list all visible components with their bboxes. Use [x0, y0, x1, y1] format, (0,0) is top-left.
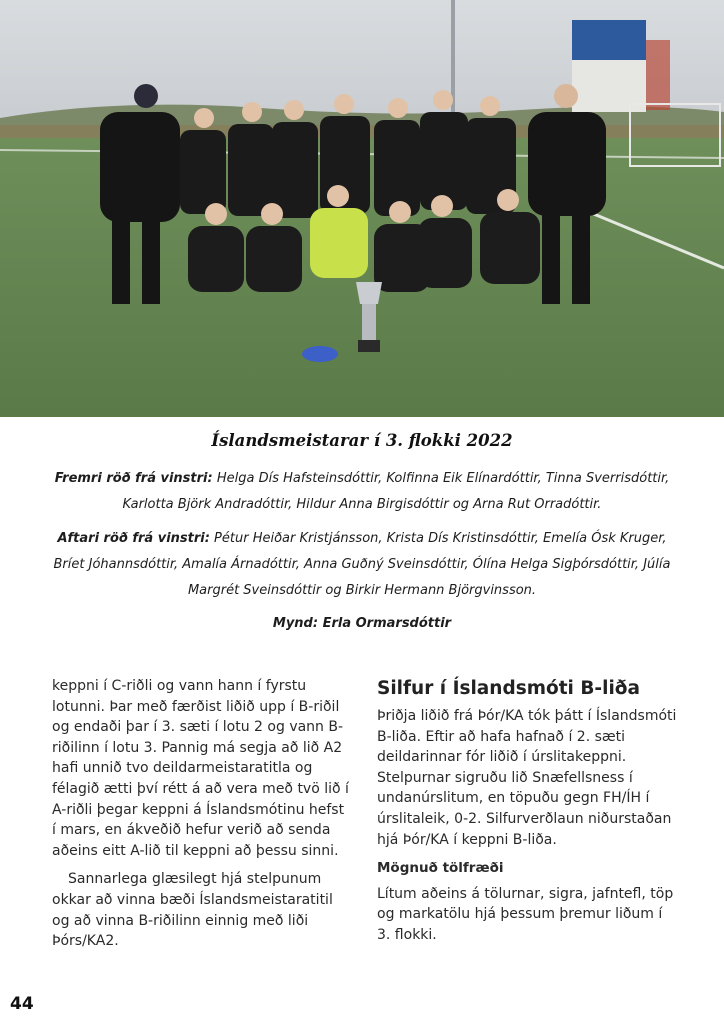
back-row-label: Aftari röð frá vinstri:	[57, 531, 210, 546]
left-paragraph-1: keppni í C-riðli og vann hann í fyrstu lotunni. Þar með færðist liðið upp í B-riðil og endaði þar í 3. sæti í lotu 2 og vann B-riðilinn í lotu 3. Pannig má segja að lið A2 hafi unnið tvo deildarmeistaratitla og félagið ætti því rétt á að vera með tvö lið í A-riðli þegar keppni á Íslandsmótinu hefst í mars, en ákveðið hefur verið að senda aðeins eitt A-lið til keppni að þessu sinni.	[52, 678, 349, 859]
caption-title: Íslandsmeistarar í 3. flokki 2022	[211, 431, 513, 450]
right-column	[377, 676, 679, 946]
photo-credit: Mynd: Erla Ormarsdóttir	[272, 616, 452, 631]
team-photo	[0, 0, 724, 417]
front-row-names: Helga Dís Hafsteinsdóttir, Kolfinna Eik Elínardóttir, Tinna Sverrisdóttir, Karlotta Björk Andradóttir, Hildur Anna Birgisdóttir og Arna Rut Orradóttir.	[122, 471, 670, 512]
caption-front-row	[40, 466, 684, 518]
page-number: 44	[10, 994, 34, 1014]
section-subheading: Mögnuð tölfræði	[377, 860, 504, 877]
left-paragraph-2: Sannarlega glæsilegt hjá stelpunum okkar að vinna bæði Íslandsmeistaratitil og að vinna B-riðilinn einnig með liði Þórs/KA2.	[52, 871, 333, 950]
back-row-names: Pétur Heiðar Kristjánsson, Krista Dís Kristinsdóttir, Emelía Ósk Kruger, Bríet Jóhannsdóttir, Amalía Árnadóttir, Anna Guðný Sveinsdóttir, Ólína Helga Sigþórsdóttir, Júlía Margrét Sveinsdóttir og Birkir Hermann Björgvinsson.	[53, 531, 671, 598]
left-column	[52, 676, 352, 952]
section-heading: Silfur í Íslandsmóti B-liða	[377, 678, 640, 699]
caption-back-row	[40, 526, 684, 604]
right-paragraph-1: Þriðja liðið frá Þór/KA tók þátt í Íslandsmóti B-liða. Eftir að hafa hafnað í 2. sæti deildarinnar fór liðið í úrslitakeppni. Stelpurnar sigruðu lið Snæfellsness í undanúrslitum, en töpuðu gegn FH/ÍH í úrslitaleik, 0-2. Silfurverðlaun niðurstaðan hjá Þór/KA í keppni B-liða.	[377, 708, 677, 848]
right-paragraph-2: Lítum aðeins á tölurnar, sigra, jafntefl, töp og markatölu hjá þessum þremur liðum í 3. flokki.	[377, 885, 674, 943]
front-row-label: Fremri röð frá vinstri:	[54, 471, 213, 486]
